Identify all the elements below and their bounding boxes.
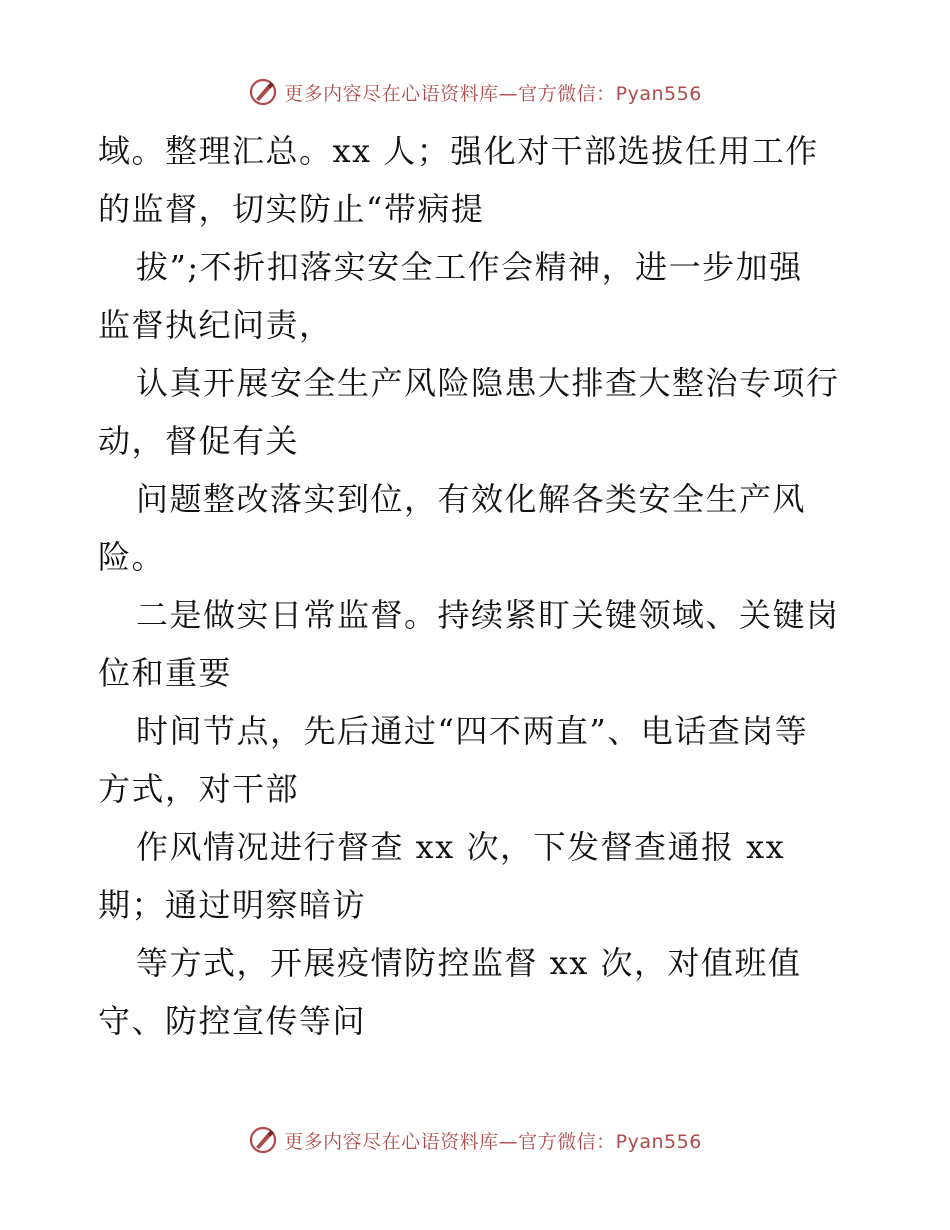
document-line: 位和重要 <box>98 654 233 692</box>
document-line: 时间节点，先后通过“四不两直”、电话查岗等 <box>136 712 809 750</box>
document-line: 监督执纪问责， <box>98 306 333 344</box>
footer-banner <box>0 1120 950 1160</box>
document-line: 险。 <box>98 538 166 576</box>
pen-logo-icon <box>248 1125 278 1155</box>
document-line: 二是做实日常监督。持续紧盯关键领域、关键岗 <box>136 596 840 634</box>
document-line: 等方式，开展疫情防控监督 xx 次，对值班值 <box>136 944 802 982</box>
pen-logo-icon <box>248 77 278 107</box>
document-line: 认真开展安全生产风险隐患大排查大整治专项行 <box>136 364 840 402</box>
document-line: 期；通过明察暗访 <box>98 886 367 924</box>
header-banner <box>0 72 950 112</box>
document-line: 拔”;不折扣落实安全工作会精神，进一步加强 <box>136 248 803 286</box>
document-body <box>98 122 858 1050</box>
document-line: 域。整理汇总。xx 人；强化对干部选拔任用工作 <box>98 132 819 170</box>
footer-banner-text: 更多内容尽在心语资料库—官方微信：Pyan556 <box>284 1130 702 1153</box>
document-line: 动，督促有关 <box>98 422 300 460</box>
document-line: 守、防控宣传等问 <box>98 1002 367 1040</box>
header-banner-text: 更多内容尽在心语资料库—官方微信：Pyan556 <box>284 82 702 105</box>
document-line: 方式，对干部 <box>98 770 300 808</box>
document-line: 作风情况进行督查 xx 次，下发督查通报 xx <box>136 828 786 866</box>
document-line: 问题整改落实到位，有效化解各类安全生产风 <box>136 480 807 518</box>
document-line: 的监督，切实防止“带病提 <box>98 190 485 228</box>
